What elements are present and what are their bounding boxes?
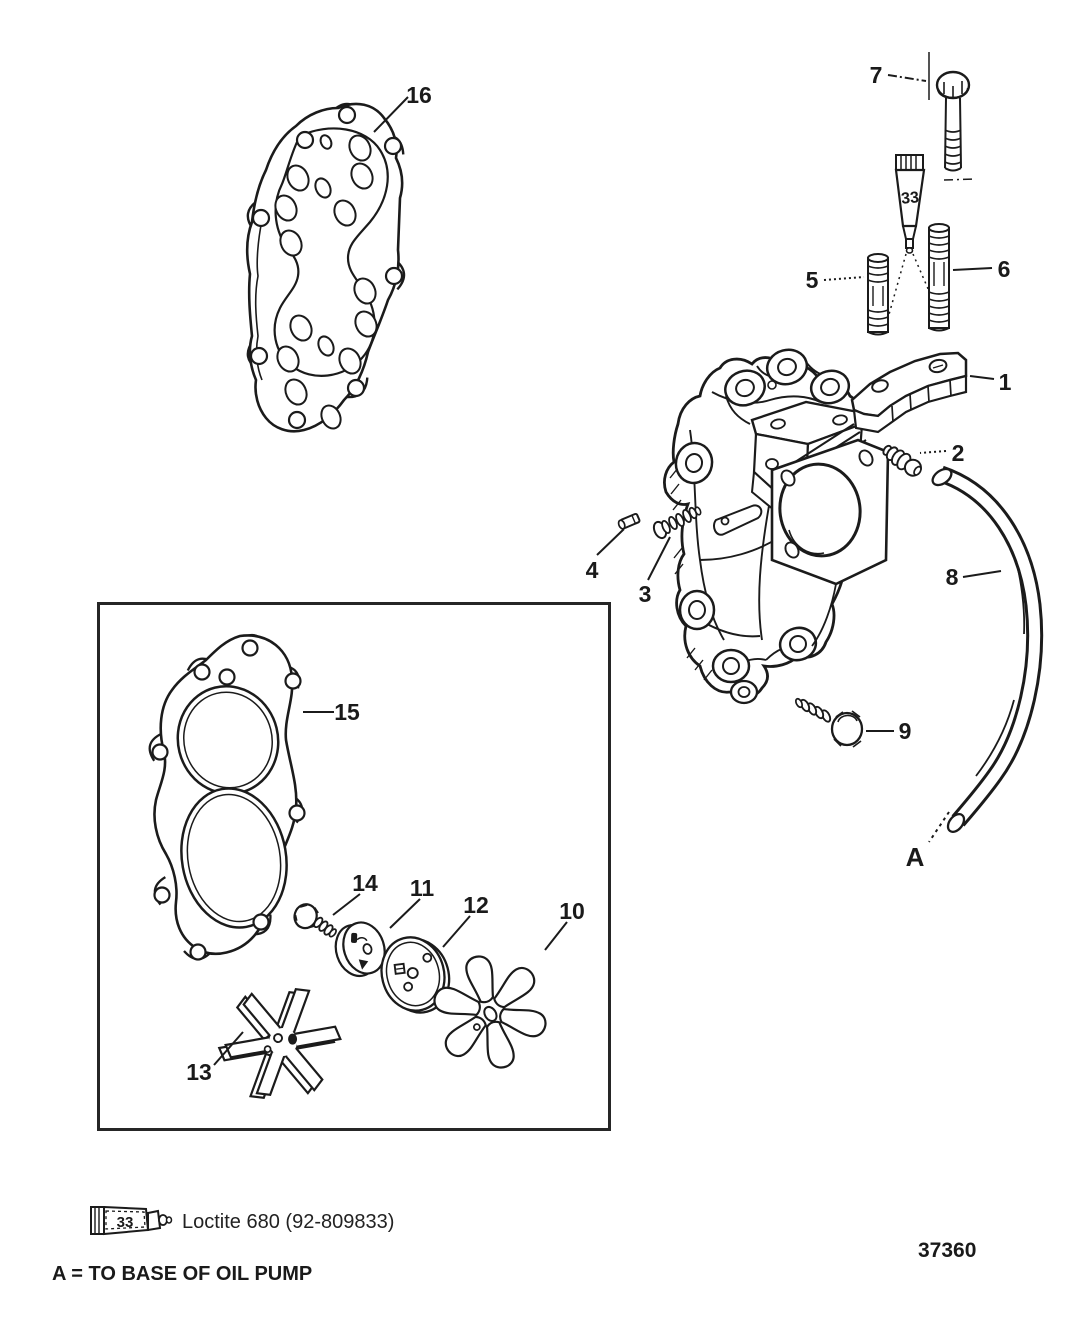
- part-14-bolt: [291, 901, 342, 938]
- part-13-impeller: [207, 969, 352, 1119]
- callout-15: 15: [334, 699, 360, 725]
- callout-4: 4: [585, 557, 599, 583]
- loctite-tube-code: 33: [900, 189, 920, 208]
- callout-10: 10: [559, 898, 585, 924]
- callout-9: 9: [898, 718, 912, 744]
- callout-3: 3: [638, 581, 652, 607]
- part-4-pin: [617, 513, 640, 529]
- callout-7: 7: [869, 62, 883, 88]
- part-5-stud: [868, 254, 888, 335]
- loctite-tube-legend-icon: [91, 1207, 172, 1234]
- loctite-tube-icon: [888, 155, 929, 318]
- part-8-hose: [930, 466, 1035, 835]
- callout-2: 2: [951, 440, 965, 466]
- callout-11: 11: [409, 875, 435, 901]
- zone-label-a: A: [905, 842, 925, 872]
- footnote: A = TO BASE OF OIL PUMP: [52, 1263, 313, 1285]
- legend-icon-code: 33: [116, 1214, 134, 1231]
- callout-14: 14: [352, 870, 378, 896]
- part-9-bolt: [795, 698, 862, 747]
- callout-8: 8: [945, 564, 959, 590]
- callout-13: 13: [186, 1059, 212, 1085]
- callout-12: 12: [463, 892, 489, 918]
- callout-5: 5: [805, 267, 819, 293]
- part-6-stud: [929, 224, 949, 331]
- part-7-bolt: [929, 52, 976, 180]
- part-15-gasket: [146, 635, 304, 960]
- legend-loctite: [91, 1207, 394, 1234]
- callout-16: 16: [406, 82, 432, 108]
- part-16-diaphragm: [245, 104, 408, 432]
- callout-6: 6: [997, 256, 1011, 282]
- part-1-bracket: [852, 353, 966, 432]
- loctite-apply-lines: [888, 254, 929, 318]
- legend-text: Loctite 680 (92-809833): [182, 1211, 395, 1233]
- drawing-number: 37360: [918, 1239, 977, 1262]
- callout-1: 1: [998, 369, 1012, 395]
